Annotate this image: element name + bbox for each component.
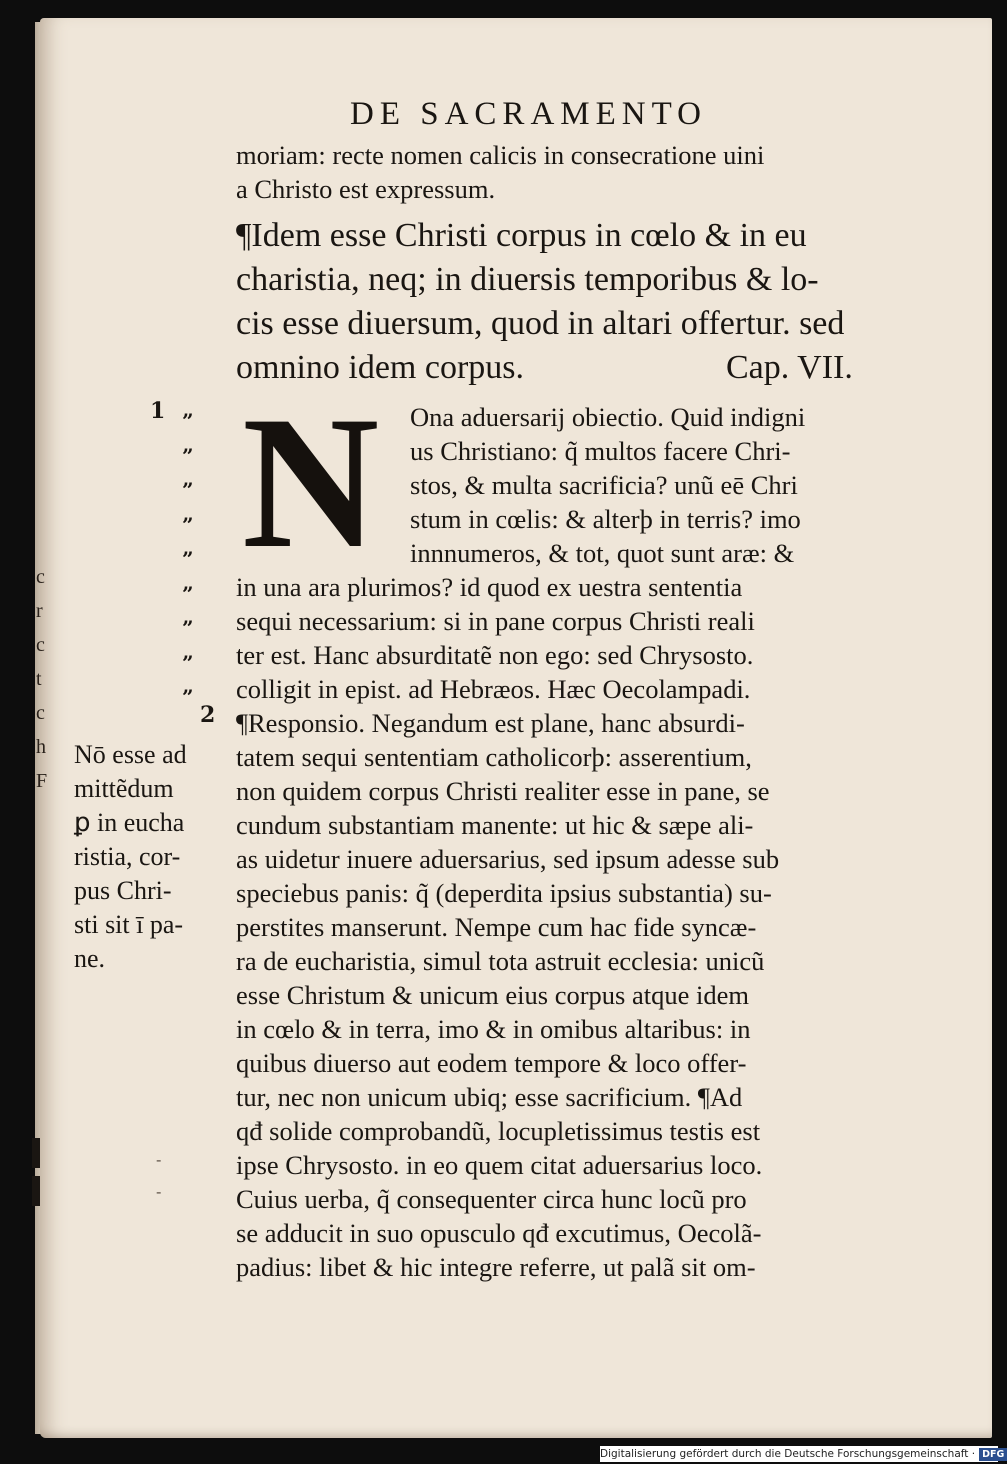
body-line-7: non quidem corpus Christi realiter esse in pane, se	[236, 776, 770, 806]
body-line-12: ra de eucharistia, simul tota astruit ecclesia: unicũ	[236, 946, 765, 976]
chapter-heading-line-2: charistia, neq; in diuersis temporibus & lo-	[236, 261, 819, 298]
cut-letter: c	[36, 566, 45, 588]
drop-line-3: stos, & multa sacrificia? unũ eē Chri	[410, 470, 798, 500]
intro-line-1: moriam: recte nomen calicis in consecratione uini	[236, 140, 765, 170]
quote-mark: ”	[182, 685, 194, 709]
body-line-11: perstites manserunt. Nempe cum hac fide syncæ-	[236, 912, 757, 942]
margin-quote-marks	[182, 404, 222, 715]
quote-mark: ”	[182, 650, 194, 675]
body-line-8: cundum substantiam manente: ut hic & sæpe ali-	[236, 810, 754, 840]
cut-letter: r	[36, 600, 43, 622]
cut-letter: F	[36, 770, 48, 792]
quote-mark: ”	[182, 443, 194, 468]
margin-bars	[32, 1138, 46, 1214]
margin-note-line: ristia, cor-	[74, 842, 181, 871]
chapter-heading-line-4: omnino idem corpus.	[236, 349, 525, 386]
margin-note-line: sti sit ī pa-	[74, 910, 184, 939]
margin-dash: -	[156, 1150, 162, 1169]
chapter-heading-line-3: cis esse diuersum, quod in altari offertur. sed	[236, 305, 845, 342]
margin-note-line: Nō esse ad	[74, 740, 187, 769]
quote-mark: ”	[182, 581, 194, 606]
chapter-number: Cap. VII.	[726, 349, 853, 386]
running-header: DE SACRAMENTO	[350, 96, 708, 132]
body-line-15: quibus diuerso aut eodem tempore & loco offer-	[236, 1048, 747, 1078]
margin-marker-1: 1	[150, 398, 166, 424]
margin-bar	[32, 1176, 40, 1206]
quote-mark: ”	[182, 512, 194, 537]
margin-note	[74, 738, 234, 976]
body-line-6: tatem sequi sententiam catholicorþ: asserentium,	[236, 742, 752, 772]
body-line-16: tur, nec non unicum ubiq; esse sacrificium. ¶Ad	[236, 1082, 743, 1112]
drop-line-2: us Christiano: q̃ multos facere Chri-	[410, 436, 791, 466]
body-line-21: padius: libet & hic integre referre, ut palã sit om-	[236, 1252, 756, 1282]
body-line-14: in cœlo & in terra, imo & in omibus altaribus: in	[236, 1014, 751, 1044]
quote-mark: ”	[182, 616, 194, 640]
cut-letter: c	[36, 634, 45, 656]
margin-cut-letters	[36, 560, 54, 798]
drop-line-1: Ona aduersarij obiectio. Quid indigni	[410, 402, 806, 432]
body-line-4: colligit in epist. ad Hebræos. Hæc Oecolampadi.	[236, 674, 751, 704]
body-line-18: ipse Chrysosto. in eo quem citat aduersarius loco.	[236, 1150, 763, 1180]
quote-mark: ”	[182, 547, 194, 571]
margin-note-line: mittẽdum	[74, 774, 174, 803]
body-line-1: in una ara plurimos? id quod ex uestra sententia	[236, 572, 743, 602]
body-line-20: se adducit in suo opusculo qđ excutimus, Oecolã-	[236, 1218, 762, 1248]
dfg-logo: DFG	[979, 1448, 1007, 1461]
drop-line-4: stum in cœlis: & alterþ in terris? imo	[410, 504, 801, 534]
body-line-17: qđ solide comprobandũ, locupletissimus testis est	[236, 1116, 761, 1146]
margin-dash: -	[156, 1182, 162, 1201]
margin-note-line: ꝑ in eucha	[74, 808, 185, 837]
cut-letter: h	[36, 736, 46, 758]
drop-cap: N	[242, 378, 380, 588]
credit-text: Digitalisierung gefördert durch die Deutsche Forschungsgemeinschaft ·	[600, 1448, 976, 1460]
body-line-2: sequi necessarium: si in pane corpus Christi reali	[236, 606, 755, 636]
margin-marker-2: 2	[200, 702, 216, 728]
body-line-10: speciebus panis: q̃ (deperdita ipsius substantia) su-	[236, 878, 772, 908]
chapter-heading-line-1: ¶Idem esse Christi corpus in cœlo & in eu	[236, 217, 807, 254]
quote-mark: ”	[182, 409, 194, 433]
body-line-9: as uidetur inuere aduersarius, sed ipsum adesse sub	[236, 844, 780, 874]
body-line-19: Cuius uerba, q̃ consequenter circa hunc locũ pro	[236, 1184, 747, 1214]
intro-line-2: a Christo est expressum.	[236, 174, 496, 204]
body-line-13: esse Christum & unicum eius corpus atque idem	[236, 980, 749, 1010]
body-line-5: ¶Responsio. Negandum est plane, hanc absurdi-	[236, 708, 745, 738]
quote-mark: ”	[182, 478, 194, 502]
cut-letter: c	[36, 702, 45, 724]
cut-letter: t	[36, 668, 42, 690]
body-line-3: ter est. Hanc absurditatẽ non ego: sed Chrysosto.	[236, 640, 754, 670]
drop-line-5: innnumeros, & tot, quot sunt aræ: &	[410, 538, 795, 568]
margin-note-line: pus Chri-	[74, 876, 172, 905]
margin-bar	[32, 1138, 40, 1168]
digitization-credit	[600, 1446, 1005, 1462]
margin-note-line: ne.	[74, 944, 106, 973]
